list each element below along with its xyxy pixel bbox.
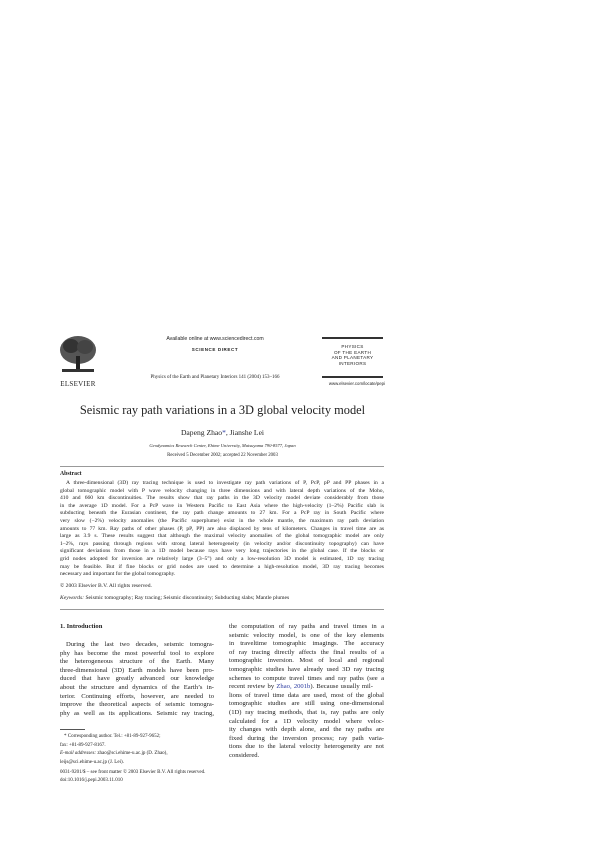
text-line: seismic velocity model, is one of the key elements	[229, 631, 384, 639]
text-line: 410 and 660 km discontinuities. The results show that ray paths in the 3D velocity model deviate considerably from those	[60, 495, 384, 502]
citation-link[interactable]: Zhao, 2001b	[276, 683, 311, 691]
text-line: very slow (−2%) velocity anomalies (the Pacific superplume) exist in the whole mantle, the maximum ray path deviation	[60, 518, 384, 524]
text-line: tomographic inversion. Most of local and regional	[229, 657, 384, 665]
text-span: recent review by	[229, 683, 277, 691]
text-line: 1–2%, rays passing through regions with strong lateral heterogeneity (in velocity and/or discontinuity topography) can have	[60, 540, 384, 547]
elsevier-logo	[56, 334, 100, 388]
divider	[60, 609, 384, 610]
email-link[interactable]: leijs@sci.ehime-u.ac.jp (J. Lei).	[60, 759, 124, 765]
text-line: phy has become the most powerful tool to explore	[60, 649, 214, 657]
text-line: considered.	[229, 752, 260, 759]
footnote-fax: fax: +81-89-927-8167.	[60, 742, 106, 748]
text-line: duced that have greatly advanced our knowledge	[60, 675, 214, 683]
text-line: phy as well as its applications. Seismic ray tracing,	[60, 709, 214, 717]
text-line: global tomographic model with P wave velocity changing in three dimensions and with lateral depth variations of the Moho,	[60, 487, 384, 494]
journal-logo	[322, 344, 383, 366]
journal-logo-line: OF THE EARTH	[333, 349, 372, 355]
copyright: © 2003 Elsevier B.V. All rights reserved.	[60, 583, 152, 589]
divider	[60, 466, 384, 467]
text-line: grid nodes adopted for inversion are relatively large (3–5°) and only a low-resolution 3D model is estimated, 1D ray tracing	[60, 556, 384, 562]
authors	[60, 428, 385, 437]
footnote-email	[60, 750, 168, 759]
abstract-heading: Abstract	[60, 471, 82, 477]
text-line: subducting beneath the Eurasian continent, the ray path change amounts to 27 km. For a PcP ray in South Pacific where	[60, 510, 384, 517]
text-line: amounts to 77 km. Ray paths of other phases (P, pP, PP) are also displaced by tens of kilometers. Changes in travel time are as	[60, 525, 384, 532]
text-line: During the last two decades, seismic tomogra-	[66, 641, 214, 648]
text-line: A three-dimensional (3D) ray tracing technique is used to investigate ray path variations of P, PcP, pP and PP phases in a	[66, 480, 384, 486]
text-line: the heterogeneous structure of the Earth. Many	[60, 658, 214, 666]
author-name: , Jianshe Lei	[225, 428, 265, 437]
footnote-corresponding: * Corresponding author. Tel.: +81-89-927-9652;	[64, 734, 161, 739]
affiliation: Geodynamics Research Center, Ehime University, Matsuyama 790-8577, Japan	[149, 443, 296, 448]
text-line: improve the theoretical aspects of seismic tomogra-	[60, 701, 214, 709]
corresponding-author-link[interactable]: *	[222, 428, 226, 437]
paper-title: Seismic ray path variations in a 3D global velocity model	[79, 403, 366, 417]
journal-logo-line: INTERIORS	[338, 360, 367, 366]
email-label: E-mail addresses:	[60, 751, 97, 757]
text-line: tomographic studies have already used 3D ray tracing	[229, 666, 384, 673]
text-line: schemes to compute travel times and ray paths (see a	[229, 674, 384, 682]
text-line: terior. Continuing efforts, however, are needed to	[60, 692, 214, 700]
journal-citation: Physics of the Earth and Planetary Interiors 141 (2004) 153–166	[150, 375, 280, 380]
journal-logo-bottom-bar	[322, 376, 383, 378]
text-line: necessary and important for the global tomography.	[60, 571, 176, 578]
author-name: Dapeng Zhao	[180, 428, 223, 437]
journal-logo-line: AND PLANETARY	[331, 355, 374, 361]
footer	[60, 769, 205, 785]
text-line: lions of travel time data are used, most of the global	[229, 691, 384, 699]
journal-logo-top-bar	[322, 337, 383, 339]
sciencedirect-wordmark: SCIENCE DIRECT	[191, 347, 239, 352]
text-span: ). Because usually mil-	[310, 683, 373, 691]
footnote-rule	[60, 729, 85, 730]
text-line: the computation of ray paths and travel times in a	[229, 623, 384, 630]
sciencedirect-logo	[160, 347, 270, 352]
text-line: in traveltime tomographic imagings. The accuracy	[229, 640, 384, 648]
text-line: ity changes with depth alone, and the ray paths are	[229, 726, 384, 734]
section-heading: 1. Introduction	[60, 623, 103, 630]
keywords	[60, 595, 289, 602]
text-line: in the average 1D model. For a PcP wave in Western Pacific to East Asia where the high-velocity (1–2%) Pacific slab is	[60, 502, 384, 509]
keywords-text: Seismic tomography; Ray tracing; Seismic discontinuity; Subducting slabs; Mantle plumes	[85, 595, 290, 601]
available-online[interactable]: Available online at www.sciencedirect.com	[166, 336, 264, 342]
elsevier-wordmark: ELSEVIER	[60, 380, 96, 388]
text-line: calculated for a 1D velocity model where veloc-	[229, 717, 384, 725]
footnotes	[60, 733, 168, 767]
text-line	[229, 683, 384, 691]
text-line: three-dimensional (3D) Earth models have been pro-	[60, 666, 214, 674]
text-line: tomographic studies are still using one-dimensional	[229, 700, 384, 708]
text-line: about the structure and dynamics of the Earth’s in-	[60, 684, 214, 691]
issn: 0031-9201/$ – see front matter © 2003 Elsevier B.V. All rights reserved.	[60, 770, 206, 775]
elsevier-tree-icon	[56, 334, 100, 374]
text-line: large as 3.9 s. These results suggest that although the maximal velocity anomalies of the global tomographic model are only	[60, 533, 384, 540]
doi[interactable]: doi:10.1016/j.pepi.2003.11.010	[60, 778, 123, 783]
text-line: (1D) ray tracing methods, that is, ray paths are only	[229, 709, 384, 716]
journal-logo-line: PHYSICS	[341, 344, 364, 349]
text-line: fixed during the inversion process; ray path varia-	[229, 734, 384, 742]
text-line: of ray tracing directly affects the final results of a	[229, 648, 384, 656]
text-line: may be feasible. But if fine blocks or grid nodes are used to determine a high-resolution model, 3D ray tracing becomes	[60, 563, 384, 570]
text-line: significant deviations from those in a 1D model because rays have very long trajectories in the global case. If the blocks or	[60, 548, 384, 555]
keywords-label: Keywords:	[60, 595, 85, 601]
received-dates: Received 5 December 2002; accepted 22 November 2003	[167, 453, 278, 458]
journal-url[interactable]: www.elsevier.com/locate/pepi	[328, 381, 385, 386]
email-link[interactable]: zhao@sci.ehime-u.ac.jp (D. Zhao),	[97, 751, 168, 757]
text-line: tions due to the lateral velocity heterogeneity are not	[229, 743, 384, 751]
